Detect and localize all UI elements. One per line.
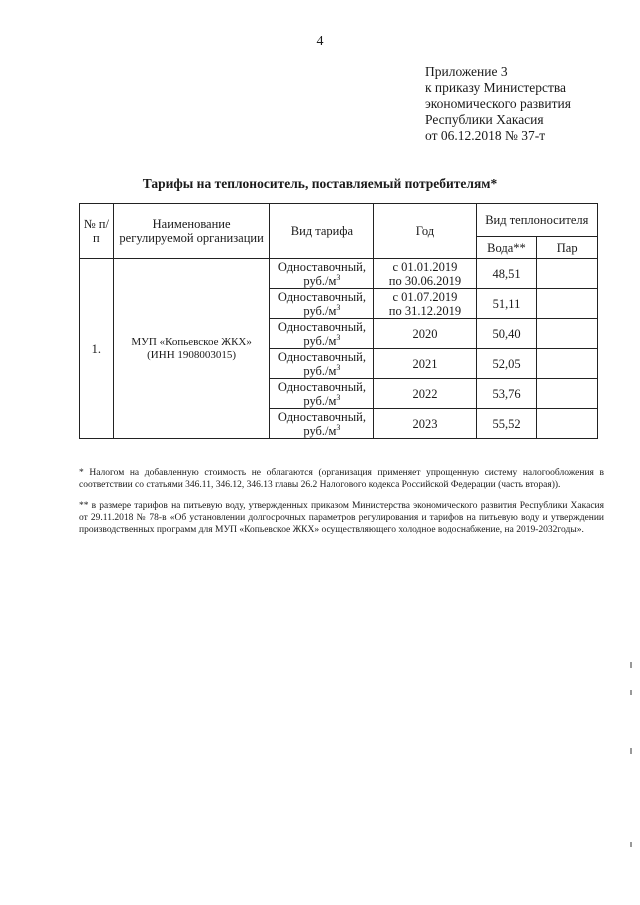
tariff-unit: [272, 394, 371, 408]
tariff-type-cell: [270, 379, 374, 409]
steam-value: [537, 319, 598, 349]
year-cell: 2023: [374, 409, 476, 439]
header-tariff-type: Вид тарифа: [270, 204, 374, 259]
organization-inn: (ИНН 1908003015): [147, 348, 237, 361]
header-steam: Пар: [537, 237, 598, 259]
row-number: 1.: [80, 259, 114, 439]
scan-artifact: [630, 748, 632, 754]
steam-value: [537, 349, 598, 379]
organization-name: МУП «Копьевское ЖКХ»: [131, 335, 252, 348]
tariff-unit: [272, 304, 371, 318]
appendix-line-4: Республики Хакасия: [425, 112, 544, 127]
tariff-type-cell: [270, 259, 374, 289]
header-num: № п/п: [80, 204, 114, 259]
year-cell: 2022: [374, 379, 476, 409]
tariff-type-cell: [270, 349, 374, 379]
water-value: 52,05: [476, 349, 537, 379]
year-cell: [374, 259, 476, 289]
water-value: 50,40: [476, 319, 537, 349]
tariff-type-cell: [270, 409, 374, 439]
tariff-type-cell: [270, 289, 374, 319]
tariff-unit: [272, 424, 371, 438]
header-water: Вода**: [476, 237, 537, 259]
steam-value: [537, 259, 598, 289]
tariff-type-label: Одноставочный,: [277, 289, 366, 304]
year-from: с 01.01.2019: [392, 259, 458, 274]
water-value: 51,11: [476, 289, 537, 319]
year-cell: 2020: [374, 319, 476, 349]
year-to: по 31.12.2019: [388, 303, 462, 318]
water-value: 53,76: [476, 379, 537, 409]
steam-value: [537, 409, 598, 439]
document-title: Тарифы на теплоноситель, поставляемый потребителям*: [142, 176, 498, 191]
unit-superscript: 3: [336, 272, 341, 282]
unit-superscript: 3: [336, 392, 341, 402]
tariff-type-label: Одноставочный,: [277, 409, 366, 424]
page-number: 4: [316, 34, 324, 49]
appendix-line-1: Приложение 3: [425, 64, 508, 79]
unit-text: руб./м: [303, 303, 337, 318]
appendix-header: [425, 64, 571, 144]
unit-superscript: 3: [336, 362, 341, 372]
unit-text: руб./м: [303, 333, 337, 348]
unit-text: руб./м: [303, 363, 337, 378]
tariff-type-label: Одноставочный,: [277, 319, 366, 334]
header-year: Год: [374, 204, 476, 259]
organization-cell: [113, 259, 270, 439]
table-header-row: [80, 204, 598, 237]
tariff-unit: [272, 364, 371, 378]
header-coolant-type: Вид теплоносителя: [476, 204, 597, 237]
appendix-line-2: к приказу Министерства: [425, 80, 567, 95]
tariff-unit: [272, 334, 371, 348]
tariff-unit: [272, 274, 371, 288]
steam-value: [537, 289, 598, 319]
unit-text: руб./м: [303, 393, 337, 408]
unit-text: руб./м: [303, 423, 337, 438]
scan-artifact: [630, 690, 632, 695]
tariff-table: [79, 203, 598, 439]
water-value: 55,52: [476, 409, 537, 439]
year-cell: [374, 289, 476, 319]
unit-superscript: 3: [336, 422, 341, 432]
unit-text: руб./м: [303, 273, 337, 288]
tariff-type-label: Одноставочный,: [277, 259, 366, 274]
appendix-line-5: от 06.12.2018 № 37-т: [425, 128, 546, 143]
footnote-vat: * Налогом на добавленную стоимость не облагаются (организация применяет упрощенную систему налогообложения в соответствии со статьями 346.11, 346.12, 346.13 главы 26.2 Налогового кодекса Российской Федерации (часть вторая)).: [79, 468, 604, 490]
header-organization: Наименование регулируемой организации: [113, 204, 270, 259]
table-row: [80, 259, 598, 289]
year-from: с 01.07.2019: [392, 289, 458, 304]
unit-superscript: 3: [336, 302, 341, 312]
year-cell: 2021: [374, 349, 476, 379]
steam-value: [537, 379, 598, 409]
tariff-type-label: Одноставочный,: [277, 349, 366, 364]
unit-superscript: 3: [336, 332, 341, 342]
tariff-type-cell: [270, 319, 374, 349]
appendix-line-3: экономического развития: [425, 96, 571, 111]
scan-artifact: [630, 662, 632, 668]
year-to: по 30.06.2019: [388, 273, 462, 288]
footnote-water-tariff: ** в размере тарифов на питьевую воду, утвержденных приказом Министерства экономического развития Республики Хакасия от 29.11.2018 № 78-в «Об установлении долгосрочных параметров регулирования и тарифов на питьевую воду и утверждении производственных программ для МУП «Копьевское ЖКХ» осуществляющего холодное водоснабжение, на 2019-2032годы».: [79, 501, 604, 535]
tariff-type-label: Одноставочный,: [277, 379, 366, 394]
water-value: 48,51: [476, 259, 537, 289]
scan-artifact: [630, 842, 632, 847]
